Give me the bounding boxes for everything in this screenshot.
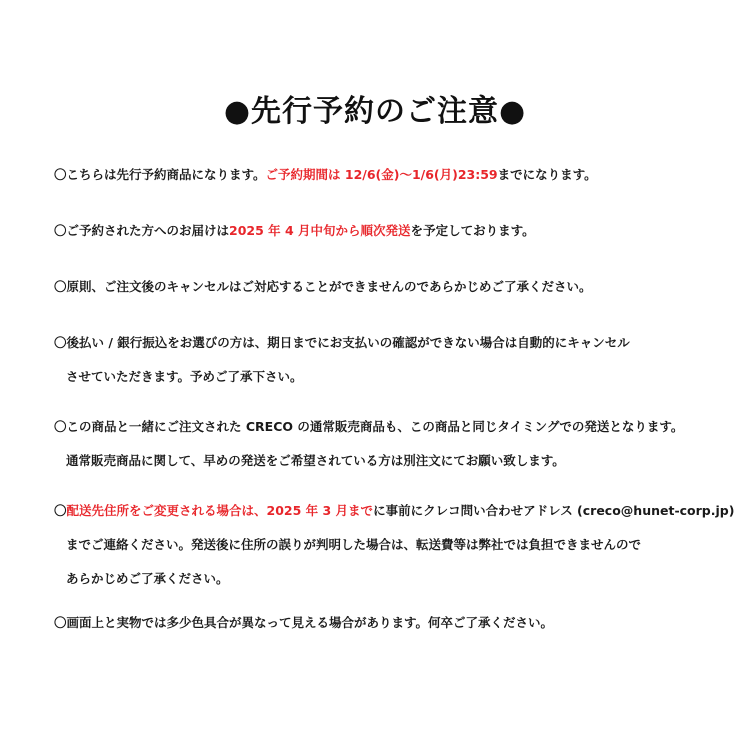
notice-line: 〇画面上と実物では多少色具合が異なって見える場合があります。何卒ご了承ください。	[54, 615, 554, 630]
notice-text: に事前にクレコ問い合わせアドレス (creco@hunet-corp.jp)	[373, 503, 735, 518]
notice-line: あらかじめご了承ください。	[66, 571, 229, 586]
notice-no-cancellation	[54, 278, 734, 295]
page-title: ●先行予約のご注意●	[223, 94, 527, 130]
notice-delivery-schedule	[54, 222, 734, 239]
notice-text: までになります。	[497, 167, 597, 182]
notice-line	[54, 502, 734, 519]
notice-color-difference	[54, 614, 734, 631]
notice-line: 通常販売商品に関して、早めの発送をご希望されている方は別注文にてお願い致します。	[66, 453, 565, 468]
notice-line: までご連絡ください。発送後に住所の誤りが判明した場合は、転送費等は弊社では負担できませんので	[66, 537, 642, 552]
notice-line: 〇後払い / 銀行振込をお選びの方は、期日までにお支払いの確認ができない場合は自動的にキャンセル	[54, 335, 630, 350]
notice-line	[54, 222, 734, 239]
notice-text: 〇ご予約された方へのお届けは	[54, 223, 230, 238]
preorder-period-highlight: ご予約期間は 12/6(金)〜1/6(月)23:59	[265, 167, 498, 182]
notice-line: 〇原則、ご注文後のキャンセルはご対応することができませんのであらかじめご了承ください。	[54, 279, 592, 294]
delivery-schedule-highlight: 2025 年 4 月中旬から順次発送	[229, 223, 411, 238]
notice-line: させていただきます。予めご了承下さい。	[66, 369, 303, 384]
notice-preorder-period	[54, 166, 734, 183]
notice-line: 〇この商品と一緒にご注文された CRECO の通常販売商品も、この商品と同じタイミングでの発送となります。	[54, 419, 684, 434]
notice-line	[54, 166, 734, 183]
notice-text: 〇	[54, 503, 67, 518]
notice-combined-shipping	[54, 418, 734, 469]
notice-address-change	[54, 502, 734, 587]
notice-text: を予定しております。	[410, 223, 535, 238]
notice-text: 〇こちらは先行予約商品になります。	[54, 167, 266, 182]
address-change-highlight: 配送先住所をご変更される場合は、2025 年 3 月まで	[66, 503, 374, 518]
notice-payment-cancellation	[54, 334, 734, 385]
